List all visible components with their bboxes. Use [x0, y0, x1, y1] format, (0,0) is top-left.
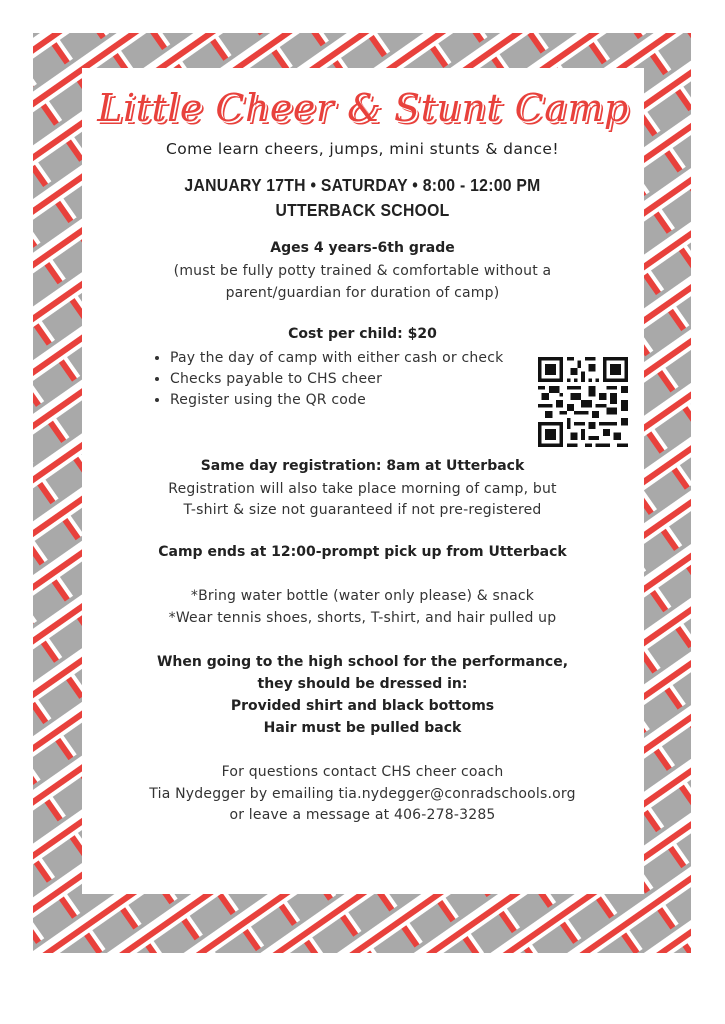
registration-line2: T-shirt & size not guaranteed if not pre-registered: [183, 502, 542, 518]
event-datetime: JANUARY 17TH • SATURDAY • 8:00 - 12:00 PM: [184, 175, 541, 195]
ages-heading: Ages 4 years-6th grade: [270, 240, 455, 256]
performance-line4: Hair must be pulled back: [263, 720, 462, 736]
ages-note-line1: (must be fully potty trained & comfortable without a: [173, 263, 552, 279]
list-item: • Checks payable to CHS cheer: [170, 369, 503, 390]
performance-line1: When going to the high school for the performance,: [156, 654, 569, 670]
contact-line1: For questions contact CHS cheer coach: [221, 764, 504, 780]
page-title: Little Cheer & Stunt Camp: [97, 86, 629, 130]
contact-line3: or leave a message at 406-278-3285: [229, 807, 496, 823]
performance-line2: they should be dressed in:: [257, 676, 468, 692]
contact-line2: Tia Nydegger by emailing tia.nydegger@conradschools.org: [149, 786, 576, 802]
registration-line1: Registration will also take place morning of camp, but: [168, 481, 557, 497]
subtitle: Come learn cheers, jumps, mini stunts & dance!: [166, 140, 559, 158]
camp-end-notice: Camp ends at 12:00-prompt pick up from Utterback: [158, 544, 567, 560]
qr-code-icon[interactable]: [538, 357, 628, 447]
bring-line1: *Bring water bottle (water only please) & snack: [190, 588, 535, 604]
cost-heading: Cost per child: $20: [288, 326, 437, 342]
bring-line2: *Wear tennis shoes, shorts, T-shirt, and hair pulled up: [168, 610, 557, 626]
ages-note-line2: parent/guardian for duration of camp): [225, 285, 500, 301]
list-item: • Register using the QR code: [170, 390, 503, 411]
registration-heading: Same day registration: 8am at Utterback: [200, 458, 525, 474]
event-location: UTTERBACK SCHOOL: [275, 200, 450, 220]
payment-list: [152, 348, 503, 411]
performance-line3: Provided shirt and black bottoms: [230, 698, 495, 714]
list-item: • Pay the day of camp with either cash or check: [170, 348, 503, 369]
